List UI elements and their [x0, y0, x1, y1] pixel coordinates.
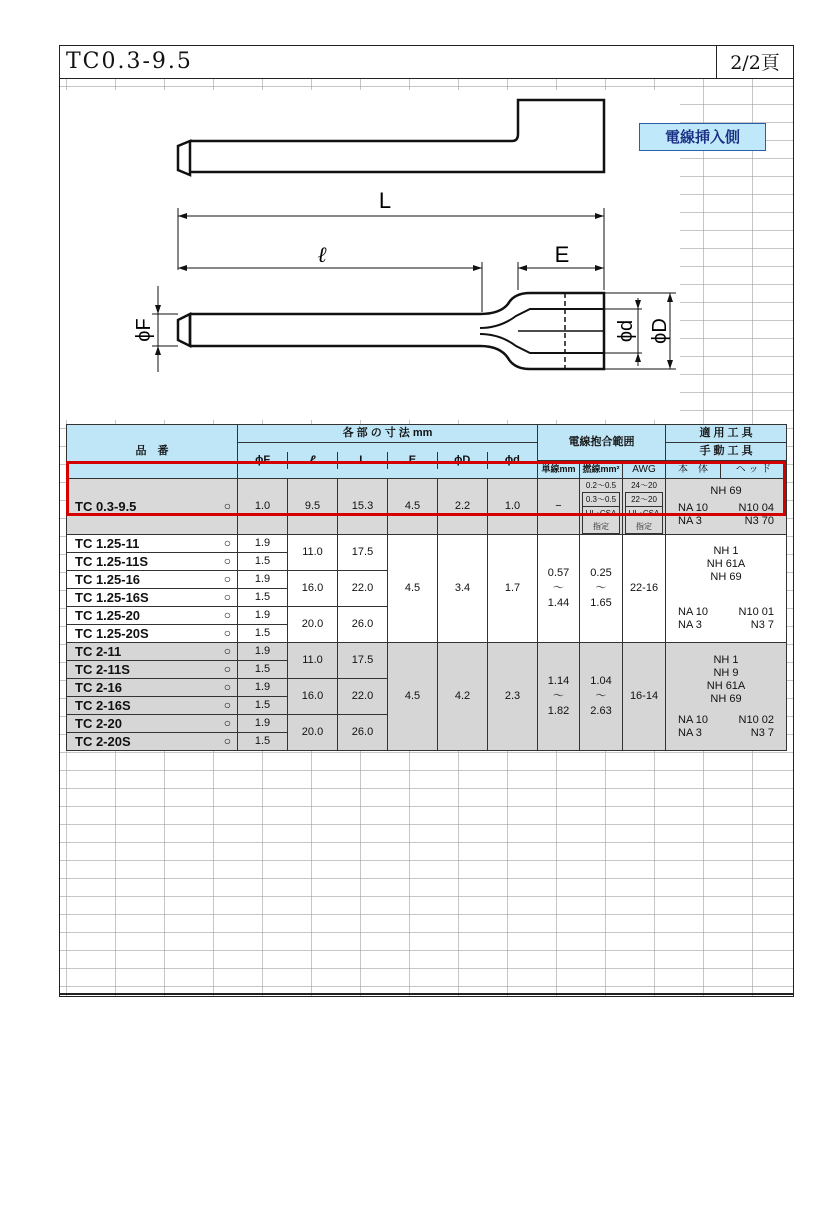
- table-row: TC 1.25-11S ○ 1.5: [67, 553, 787, 571]
- single-range-g2: 1.14 〜 1.82: [538, 643, 580, 751]
- header-L: L: [338, 452, 388, 469]
- stranded-range-g1: 0.25 〜 1.65: [580, 535, 623, 643]
- tools-g2: NH 1 NH 9 NH 61A NH 69 NA 10 N10 02 NA 3 N3 7: [666, 643, 787, 751]
- dim-label-phid: ϕd: [615, 319, 637, 343]
- header-part-number: 品 番: [67, 425, 238, 479]
- awg-cell: 24〜20 22〜20 UL･CSA 指定: [623, 479, 666, 535]
- side-view-tip: [178, 141, 190, 175]
- L-cell: 15.3: [338, 479, 388, 535]
- single-cell: −: [538, 479, 580, 535]
- dim-label-L: L: [378, 188, 392, 213]
- table-row: TC 2-16 ○ 1.9 16.0 22.0: [67, 679, 787, 697]
- table-row: TC 1.25-11 ○ 1.9 11.0 17.5 4.5 3.4 1.7 0.57 〜 1.44 0.25 〜 1.65 22-16 NH 1 NH 61A NH 69 NA 10 N10 01 NA 3 N3 7: [67, 535, 787, 553]
- table-row: TC 2-11 ○ 1.9 11.0 17.5 4.5 4.2 2.3 1.14 〜 1.82 1.04 〜 2.63 16-14 NH 1 NH 9 NH 61A NH 69 NA 10 N10 02 NA 3 N3 7: [67, 643, 787, 661]
- title-bar: [60, 46, 793, 79]
- header-l: ℓ: [288, 452, 338, 469]
- table-row: TC 2-20S ○ 1.5: [67, 733, 787, 751]
- header-phiD: ϕD: [437, 452, 487, 469]
- phid-cell: 1.0: [488, 479, 538, 535]
- table-row-tc0.3-9.5: [67, 479, 787, 535]
- header-single: 単線mm: [538, 461, 580, 479]
- top-view-tip: [178, 314, 190, 346]
- header-wire-range: 電線抱合範囲: [538, 425, 666, 461]
- side-view-body: [190, 100, 604, 172]
- l-cell: 9.5: [288, 479, 338, 535]
- header-dimensions: 各 部 の 寸 法 mm: [238, 425, 538, 443]
- E-cell: 4.5: [388, 479, 438, 535]
- table-row: TC 1.25-16 ○ 1.9 16.0 22.0: [67, 571, 787, 589]
- header-stranded: 撚線mm²: [580, 461, 623, 479]
- stranded-cell: 0.2〜0.5 0.3〜0.5 UL･CSA 指定: [580, 479, 623, 535]
- single-range-g1: 0.57 〜 1.44: [538, 535, 580, 643]
- phiF-cell: 1.0: [238, 479, 288, 535]
- table-row: TC 1.25-16S ○ 1.5: [67, 589, 787, 607]
- tools-g1: NH 1 NH 61A NH 69 NA 10 N10 01 NA 3 N3 7: [666, 535, 787, 643]
- spec-table: [66, 424, 787, 751]
- header-awg: AWG: [623, 461, 666, 479]
- dim-label-phiF: ϕF: [133, 318, 155, 342]
- dim-label-E: E: [554, 242, 570, 267]
- header-phid: ϕd: [504, 454, 520, 466]
- header-hand-tools: 手 動 工 具: [666, 443, 787, 461]
- table-row: TC 2-16S ○ 1.5: [67, 697, 787, 715]
- page-number: 2/2頁: [716, 46, 793, 78]
- phiD-cell: 2.2: [438, 479, 488, 535]
- pin-terminal-drawing: [60, 90, 680, 420]
- dim-label-l: ℓ: [317, 243, 327, 268]
- table-row: TC 1.25-20 ○ 1.9 20.0 26.0: [67, 607, 787, 625]
- header-E: E: [387, 452, 437, 469]
- header-row-1: [67, 425, 787, 443]
- document-title: TC0.3-9.5: [66, 49, 193, 74]
- table-row: TC 2-20 ○ 1.9 20.0 26.0: [67, 715, 787, 733]
- technical-drawing: [60, 90, 680, 420]
- dim-label-phiD: ϕD: [649, 318, 671, 344]
- table-row: TC 1.25-20S ○ 1.5: [67, 625, 787, 643]
- header-head: ヘ ッ ド: [721, 461, 787, 479]
- header-phiF: ϕF: [238, 452, 288, 469]
- stranded-range-g2: 1.04 〜 2.63: [580, 643, 623, 751]
- header-body: 本 体: [666, 461, 721, 479]
- wire-insertion-side-label: 電線挿入側: [639, 123, 766, 151]
- part-code-cell: TC 0.3-9.5 ○: [67, 479, 238, 535]
- table-row: TC 2-11S ○ 1.5: [67, 661, 787, 679]
- header-tools: 適 用 工 具: [666, 425, 787, 443]
- bottom-rule: [60, 993, 793, 995]
- tool-cell: NH 69 NA 10 N10 04 NA 3 N3 70: [666, 479, 787, 535]
